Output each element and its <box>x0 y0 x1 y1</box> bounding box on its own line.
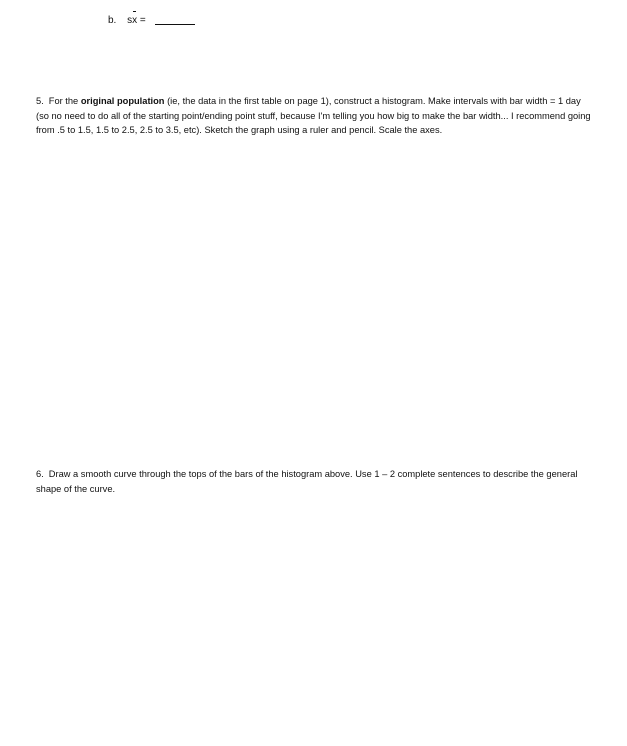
question-6-number: 6. <box>36 469 44 479</box>
question-5-text-after: (ie, the data in the first table on page 1), construct a histogram. Make intervals with bar width = 1 day (so no need to do all of the starting point/ending point stuff, because I'm telling you how big to make the bar width... I recommend going from .5 to 1.5, 1.5 to 2.5, 2.5 to 3.5, etc). Sketch the graph using a ruler and pencil. Scale the axes. <box>36 96 591 135</box>
x-bar-symbol: x <box>132 15 138 26</box>
answer-blank[interactable] <box>155 14 195 25</box>
question-5 <box>36 94 592 138</box>
item-b-letter: b. <box>108 15 117 26</box>
question-5-text-before: For the <box>48 96 81 106</box>
question-5-number: 5. <box>36 96 44 106</box>
equals-sign: = <box>139 15 146 26</box>
question-5-bold-text: original population <box>80 96 165 106</box>
s-prefix: s <box>127 15 133 26</box>
question-6 <box>36 467 592 496</box>
item-b-std-dev-sample-means <box>108 14 195 27</box>
sx-symbol <box>127 15 137 26</box>
question-6-text: Draw a smooth curve through the tops of the bars of the histogram above. Use 1 – 2 complete sentences to describe the general shape of the curve. <box>36 469 578 494</box>
